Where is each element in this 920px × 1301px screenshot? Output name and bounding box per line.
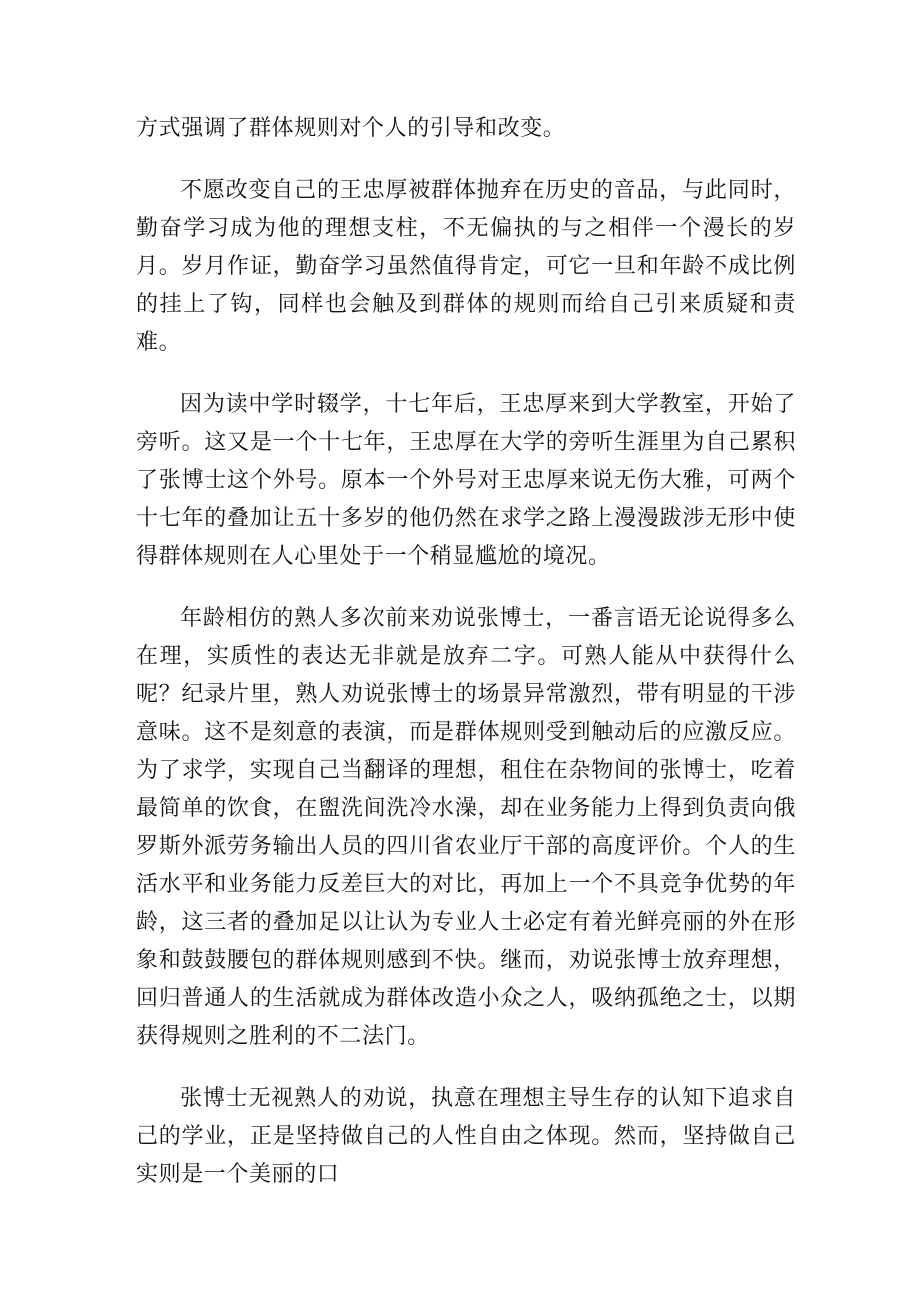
document-body bbox=[136, 110, 796, 1218]
paragraph: 年龄相仿的熟人多次前来劝说张博士，一番言语无论说得多么在理，实质性的表达无非就是放弃二字。可熟人能从中获得什么呢？纪录片里，熟人劝说张博士的场景异常激烈，带有明显的干涉意味。这不是刻意的表演，而是群体规则受到触动后的应激反应。为了求学，实现自己当翻译的理想，租住在杂物间的张博士，吃着最简单的饮食，在盥洗间洗冷水澡，却在业务能力上得到负责向俄罗斯外派劳务输出人员的四川省农业厅干部的高度评价。个人的生活水平和业务能力反差巨大的对比，再加上一个不具竞争优势的年龄，这三者的叠加足以让认为专业人士必定有着光鲜亮丽的外在形象和鼓鼓腰包的群体规则感到不快。继而，劝说张博士放弃理想，回归普通人的生活就成为群体改造小众之人，吸纳孤绝之士，以期获得规则之胜利的不二法门。 bbox=[136, 606, 796, 1049]
paragraph: 不愿改变自己的王忠厚被群体抛弃在历史的音品，与此同时，勤奋学习成为他的理想支柱，不无偏执的与之相伴一个漫长的岁月。岁月作证，勤奋学习虽然值得肯定，可它一旦和年龄不成比例的挂上了钩，同样也会触及到群体的规则而给自己引来质疑和责难。 bbox=[136, 178, 796, 355]
paragraph: 张博士无视熟人的劝说，执意在理想主导生存的认知下追求自己的学业，正是坚持做自己的人性自由之体现。然而，坚持做自己实则是一个美丽的口 bbox=[136, 1086, 796, 1187]
paragraph: 因为读中学时辍学，十七年后，王忠厚来到大学教室，开始了旁听。这又是一个十七年，王忠厚在大学的旁听生涯里为自己累积了张博士这个外号。原本一个外号对王忠厚来说无伤大雅，可两个十七年的叠加让五十多岁的他仍然在求学之路上漫漫跋涉无形中使得群体规则在人心里处于一个稍显尴尬的境况。 bbox=[136, 392, 796, 569]
paragraph-continuation: 方式强调了群体规则对个人的引导和改变。 bbox=[136, 116, 566, 141]
